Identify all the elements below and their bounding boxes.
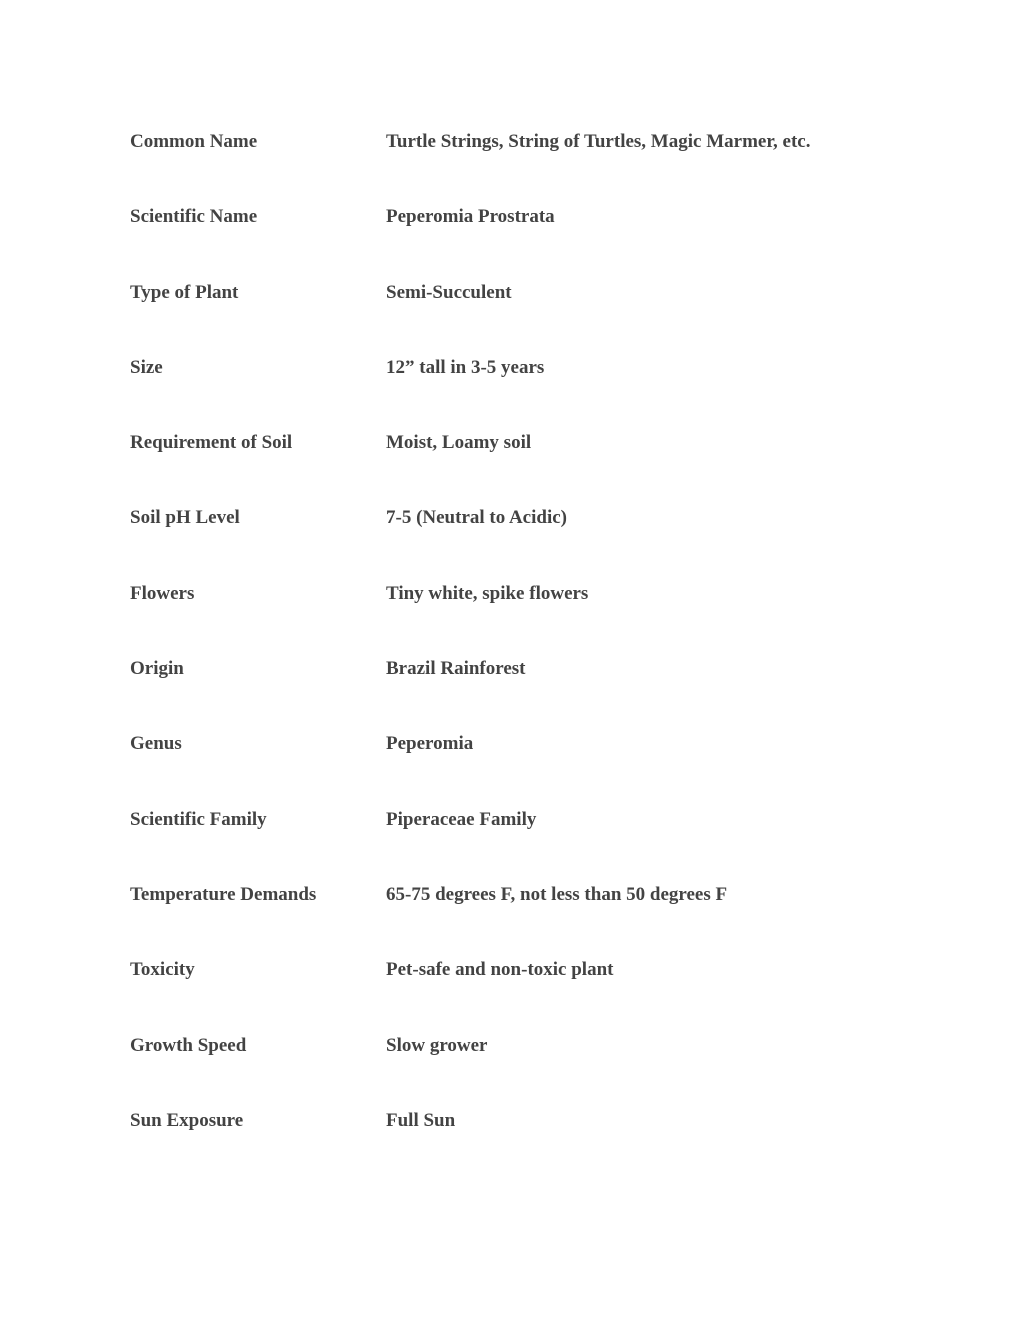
- fact-value: 12” tall in 3-5 years: [386, 356, 545, 378]
- fact-row-scientific-family: [130, 807, 990, 882]
- fact-row-origin: [130, 656, 990, 731]
- fact-label: Size: [130, 356, 163, 378]
- fact-row-toxicity: [130, 957, 990, 1032]
- fact-row-scientific-name: [130, 204, 990, 279]
- fact-value: Tiny white, spike flowers: [386, 582, 589, 604]
- fact-value: Brazil Rainforest: [386, 658, 526, 680]
- fact-value: Peperomia: [386, 733, 474, 755]
- fact-value: Moist, Loamy soil: [386, 432, 532, 454]
- fact-value: Piperaceae Family: [386, 808, 537, 830]
- fact-label: Temperature Demands: [130, 883, 317, 905]
- fact-label: Flowers: [130, 582, 195, 604]
- fact-row-size: [130, 355, 990, 430]
- fact-value: Peperomia Prostrata: [386, 206, 555, 228]
- fact-value: Turtle Strings, String of Turtles, Magic Marmer, etc.: [386, 131, 811, 152]
- fact-label: Common Name: [130, 131, 258, 152]
- fact-row-soil-requirement: [130, 430, 990, 505]
- fact-label: Soil pH Level: [130, 507, 240, 529]
- fact-label: Sun Exposure: [130, 1109, 244, 1131]
- fact-value: 65-75 degrees F, not less than 50 degrees F: [386, 883, 728, 905]
- fact-row-soil-ph: [130, 505, 990, 580]
- fact-label: Toxicity: [130, 959, 195, 981]
- fact-label: Scientific Name: [130, 206, 258, 228]
- fact-value: 7-5 (Neutral to Acidic): [386, 507, 567, 529]
- fact-label: Requirement of Soil: [130, 432, 293, 454]
- fact-row-common-name: [130, 129, 990, 204]
- fact-row-type-of-plant: [130, 280, 990, 355]
- fact-value: Slow grower: [386, 1034, 488, 1056]
- plant-facts-table: [130, 129, 990, 1183]
- fact-row-growth-speed: [130, 1033, 990, 1108]
- fact-row-sun-exposure: [130, 1108, 990, 1183]
- fact-label: Origin: [130, 658, 184, 680]
- fact-value: Pet-safe and non-toxic plant: [386, 959, 614, 981]
- fact-row-flowers: [130, 581, 990, 656]
- fact-row-genus: [130, 731, 990, 806]
- fact-label: Genus: [130, 733, 182, 755]
- fact-label: Scientific Family: [130, 808, 267, 830]
- fact-label: Growth Speed: [130, 1034, 247, 1056]
- fact-value: Full Sun: [386, 1109, 456, 1131]
- fact-value: Semi-Succulent: [386, 281, 512, 303]
- fact-row-temperature: [130, 882, 990, 957]
- fact-label: Type of Plant: [130, 281, 239, 303]
